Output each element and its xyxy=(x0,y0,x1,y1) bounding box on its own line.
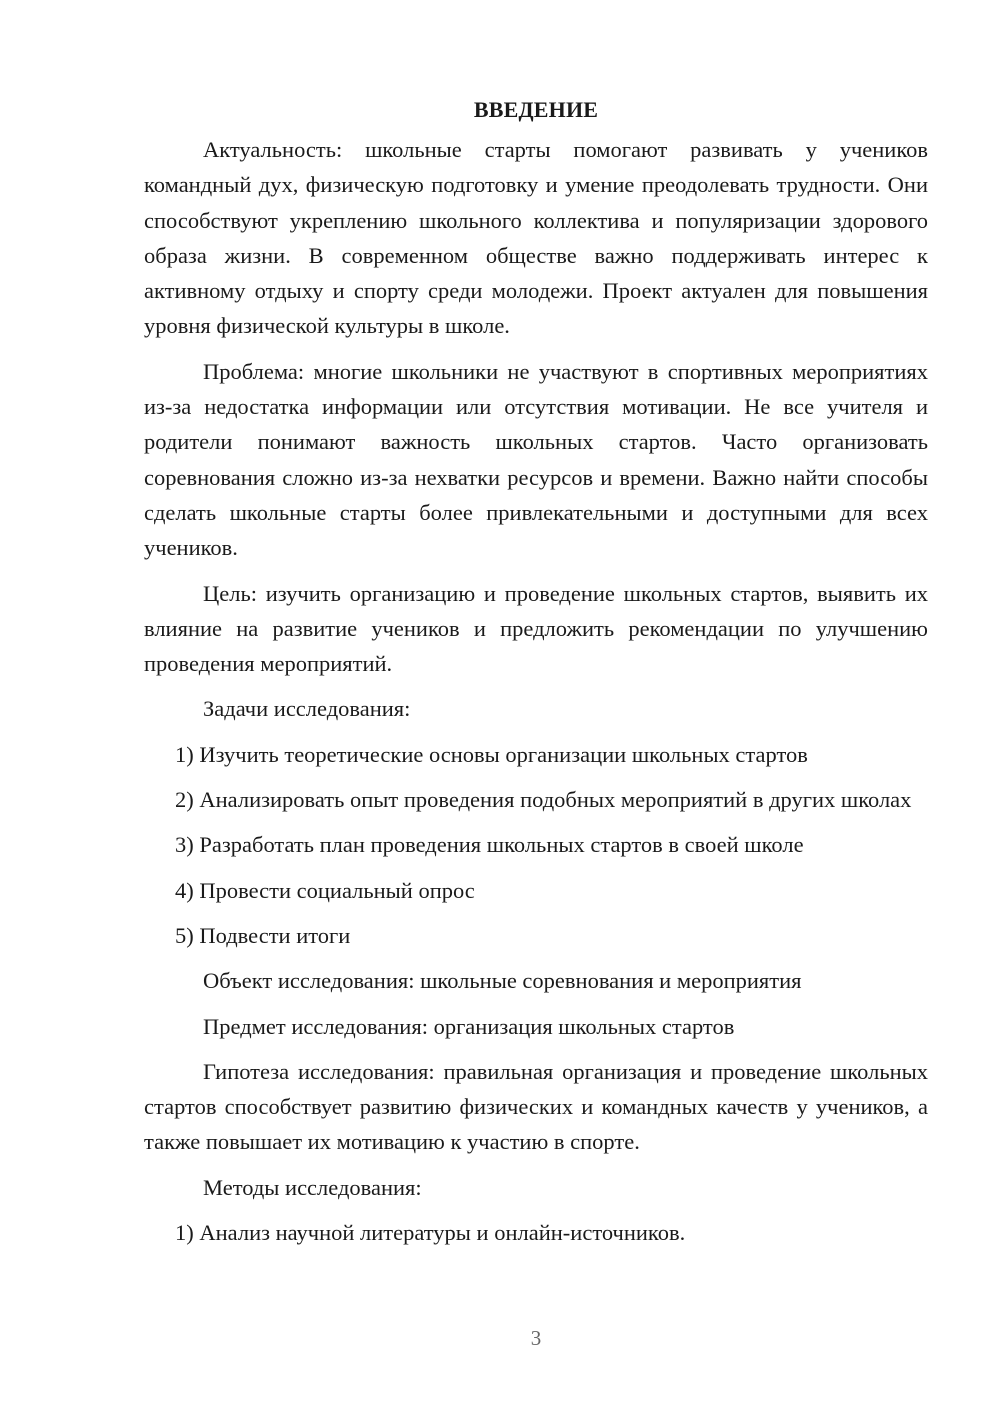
task-item-2: 2) Анализировать опыт проведения подобных мероприятий в других школах xyxy=(175,787,912,813)
document-body xyxy=(144,92,928,1260)
goal-paragraph: Цель: изучить организацию и проведение школьных стартов, выявить их влияние на развитие учеников и предложить рекомендации по улучшению проведения мероприятий. xyxy=(144,580,928,677)
research-subject: Предмет исследования: организация школьных стартов xyxy=(203,1013,735,1039)
method-item-1: 1) Анализ научной литературы и онлайн-источников. xyxy=(175,1220,686,1246)
tasks-heading: Задачи исследования: xyxy=(203,696,411,722)
relevance-paragraph: Актуальность: школьные старты помогают развивать у учеников командный дух, физическую подготовку и умение преодолевать трудности. Они способствуют укреплению школьного коллектива и популяризации здорового образа жизни. В современном обществе важно поддерживать интерес к активному отдыху и спорту среди молодежи. Проект актуален для повышения уровня физической культуры в школе. xyxy=(144,137,928,339)
research-object: Объект исследования: школьные соревнования и мероприятия xyxy=(203,968,802,994)
task-item-4: 4) Провести социальный опрос xyxy=(175,877,475,903)
hypothesis-paragraph: Гипотеза исследования: правильная организация и проведение школьных стартов способствует развитию физических и командных качеств у учеников, а также повышает их мотивацию к участию в спорте. xyxy=(144,1058,928,1155)
task-item-1: 1) Изучить теоретические основы организации школьных стартов xyxy=(175,741,808,767)
problem-paragraph: Проблема: многие школьники не участвуют в спортивных мероприятиях из-за недостатка информации или отсутствия мотивации. Не все учителя и родители понимают важность школьных стартов. Часто организовать соревнования сложно из-за нехватки ресурсов и времени. Важно найти способы сделать школьные старты более привлекательными и доступными для всех учеников. xyxy=(144,358,928,561)
methods-heading: Методы исследования: xyxy=(203,1174,422,1200)
page-number: 3 xyxy=(530,1326,542,1350)
task-item-5: 5) Подвести итоги xyxy=(175,922,351,948)
task-item-3: 3) Разработать план проведения школьных стартов в своей школе xyxy=(175,832,804,858)
section-title: ВВЕДЕНИЕ xyxy=(473,97,599,122)
